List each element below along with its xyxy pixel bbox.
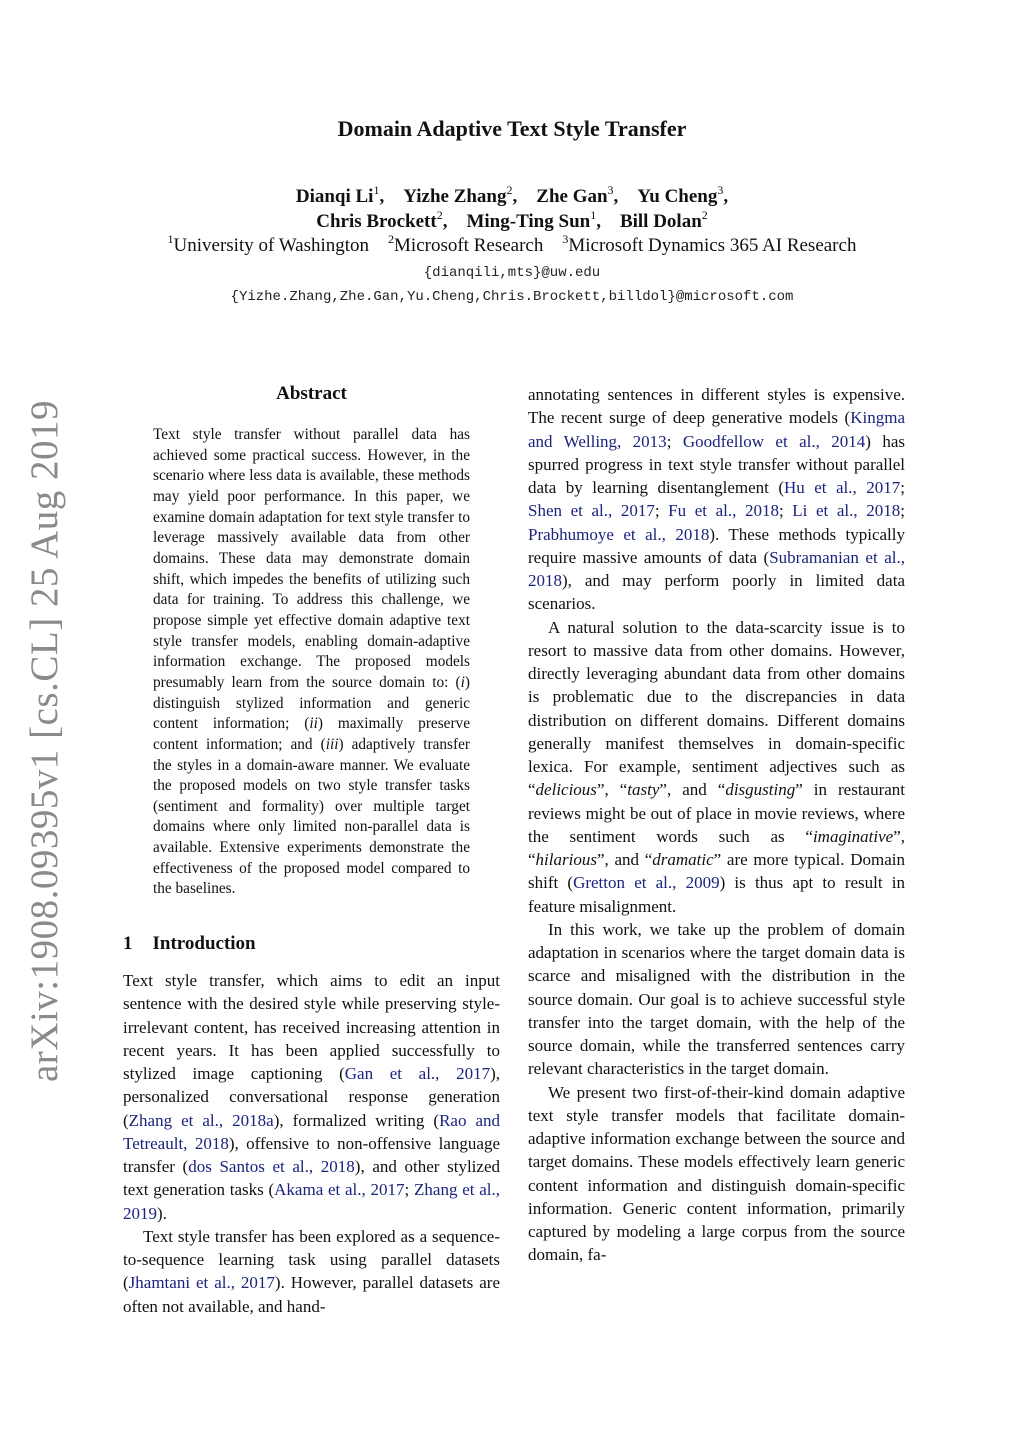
- author-name: Ming-Ting Sun: [466, 211, 591, 232]
- affiliation-name: Microsoft Dynamics 365 AI Research: [568, 235, 857, 256]
- affiliation-marker: 3: [607, 183, 614, 197]
- citation-link[interactable]: Akama et al., 2017: [274, 1180, 405, 1200]
- affiliation-marker: 1: [590, 208, 597, 222]
- abstract-heading: Abstract: [276, 383, 347, 404]
- paragraph: Text style transfer has been explored as a sequence-to-sequence learning task using parallel datasets (Jhamtani et al., 2017). However, parallel datasets are often not available, and hand-: [123, 1226, 500, 1316]
- citation-link[interactable]: Subramanian et al., 2018: [528, 547, 905, 590]
- affiliation-marker: 2: [436, 208, 443, 222]
- author-name: Yu Cheng: [637, 186, 718, 207]
- emphasized-word: tasty: [627, 780, 660, 800]
- section-heading-introduction: [123, 933, 256, 955]
- affiliation-marker: 3: [717, 183, 724, 197]
- citation-link[interactable]: Gan et al., 2017: [344, 1064, 491, 1083]
- citation-link[interactable]: Goodfellow et al., 2014: [682, 431, 866, 451]
- affiliations: [0, 232, 1024, 257]
- citation-link[interactable]: dos Santos et al., 2018: [188, 1157, 355, 1176]
- author-name: Dianqi Li: [295, 186, 374, 207]
- emphasized-word: hilarious: [535, 850, 597, 869]
- email-microsoft: {Yizhe.Zhang,Zhe.Gan,Yu.Cheng,Chris.Brockett,billdol}@microsoft.com: [230, 289, 794, 305]
- citation-link[interactable]: Jhamtani et al., 2017: [128, 1273, 275, 1293]
- emphasized-word: disgusting: [725, 780, 796, 800]
- affiliation-number: 2: [388, 232, 395, 246]
- paragraph: Text style transfer, which aims to edit an input sentence with the desired style while preserving style-irrelevant content, has received increasing attention in recent years. It has been applied successfully to stylized image captioning (Gan et al., 2017), personalized conversational response generation (Zhang et al., 2018a), formalized writing (Rao and Tetreault, 2018), offensive to non-offensive language transfer (dos Santos et al., 2018), and other stylized text generation tasks (Akama et al., 2017; Zhang et al., 2019).: [123, 971, 501, 1223]
- citation-link[interactable]: Hu et al., 2017: [784, 478, 901, 497]
- email-uw: {dianqili,mts}@uw.edu: [423, 265, 601, 281]
- affiliation-number: 3: [562, 232, 569, 246]
- citation-link[interactable]: Shen et al., 2017: [528, 501, 655, 521]
- paper-title: Domain Adaptive Text Style Transfer: [337, 116, 687, 141]
- author-name: Chris Brockett: [316, 211, 437, 232]
- emphasized-word: delicious: [535, 780, 597, 800]
- affiliation-marker: 1: [373, 183, 380, 197]
- paragraph: We present two first-of-their-kind domain adaptive text style transfer models that facilitate domain-adaptive information exchange between the source and target domains. These models effectively learn generic content information and distinguish domain-specific information. Generic content information, primarily captured by modeling a large corpus from the source domain, fa-: [528, 1082, 905, 1265]
- citation-link[interactable]: Rao and Tetreault, 2018: [123, 1110, 501, 1153]
- author-name: Bill Dolan: [619, 211, 702, 232]
- citation-link[interactable]: Li et al., 2018: [792, 501, 901, 521]
- author-line-2: Chris Brockett$^2$, Ming-Ting Sun$^1$, Bill Dolan$^2$: [316, 208, 708, 232]
- left-column-body: [123, 969, 500, 1318]
- affiliation-marker: 2: [506, 183, 513, 197]
- affiliation-number: 1: [167, 232, 174, 246]
- abstract-body: Text style transfer without parallel data has achieved some practical success. However, in the scenario where less data is available, these methods may yield poor performance. In this paper, we examine domain adaptation for text style transfer to leverage massively available data from other domains. These data may demonstrate domain shift, which impedes the benefits of utilizing such data for training. To address this challenge, we propose simple yet effective domain adaptive text style transfer models, enabling domain-adaptive information exchange. The proposed models presumably learn from the source domain to: (i) distinguish stylized information and generic content information; (ii) maximally preserve content information; and (iii) adaptively transfer the styles in a domain-aware manner. We evaluate the proposed models on two style transfer tasks (sentiment and formality) over multiple target domains where only limited non-parallel data is available. Extensive experiments demonstrate the effectiveness of the proposed model compared to the baselines.: [153, 426, 470, 898]
- section-number: 1: [123, 933, 133, 954]
- citation-link[interactable]: Kingma and Welling, 2013: [528, 408, 905, 451]
- affiliation-marker: 2: [701, 208, 708, 222]
- citation-link[interactable]: Fu et al., 2018: [668, 501, 779, 521]
- citation-link[interactable]: Gretton et al., 2009: [573, 873, 720, 893]
- paragraph: A natural solution to the data-scarcity issue is to resort to massive data from other domains. However, directly leveraging abundant data from other domains is problematic due to the discrepancies in data distribution on different domains. Different domains generally manifest themselves in domain-specific lexica. For example, sentiment adjectives such as “delicious”, “tasty”, and “disgusting” in restaurant reviews might be out of place in movie reviews, where the sentiment words such as “imaginative”, “hilarious”, and “dramatic” are more typical. Domain shift (Gretton et al., 2009) is thus apt to result in feature misalignment.: [528, 617, 906, 916]
- right-column-body: [528, 383, 905, 1267]
- citation-link[interactable]: Prabhumoye et al., 2018: [528, 524, 710, 544]
- arxiv-identifier: arXiv:1908.09395v1 [cs.CL] 25 Aug 2019: [23, 400, 66, 1082]
- author-name: Zhe Gan: [536, 186, 608, 207]
- citation-link[interactable]: Zhang et al., 2018a: [128, 1110, 274, 1130]
- citation-link[interactable]: Zhang et al., 2019: [123, 1180, 500, 1223]
- affiliation-name: Microsoft Research: [394, 235, 544, 256]
- paragraph: In this work, we take up the problem of domain adaptation in scenarios where the target domain data is scarce and misaligned with the distribution in the source domain. Our goal is to achieve successful style transfer into the target domain, with the help of the source domain, while the transferred sentences carry relevant characteristics in the target domain.: [528, 919, 905, 1079]
- emphasized-word: imaginative: [812, 826, 894, 846]
- paragraph: annotating sentences in different styles is expensive. The recent surge of deep generative models (Kingma and Welling, 2013; Goodfellow et al., 2014) has spurred progress in text style transfer without parallel data by learning disentanglement (Hu et al., 2017; Shen et al., 2017; Fu et al., 2018; Li et al., 2018; Prabhumoye et al., 2018). These methods typically require massive amounts of data (Subramanian et al., 2018), and may perform poorly in limited data scenarios.: [528, 385, 905, 614]
- emphasized-word: dramatic: [652, 850, 714, 869]
- section-title: Introduction: [152, 933, 256, 954]
- author-name: Yizhe Zhang: [403, 186, 507, 207]
- affiliation-name: University of Washington: [173, 235, 370, 256]
- author-line-1: Dianqi Li$^1$, Yizhe Zhang$^2$, Zhe Gan$^3$, Yu Cheng$^3$,: [295, 183, 729, 207]
